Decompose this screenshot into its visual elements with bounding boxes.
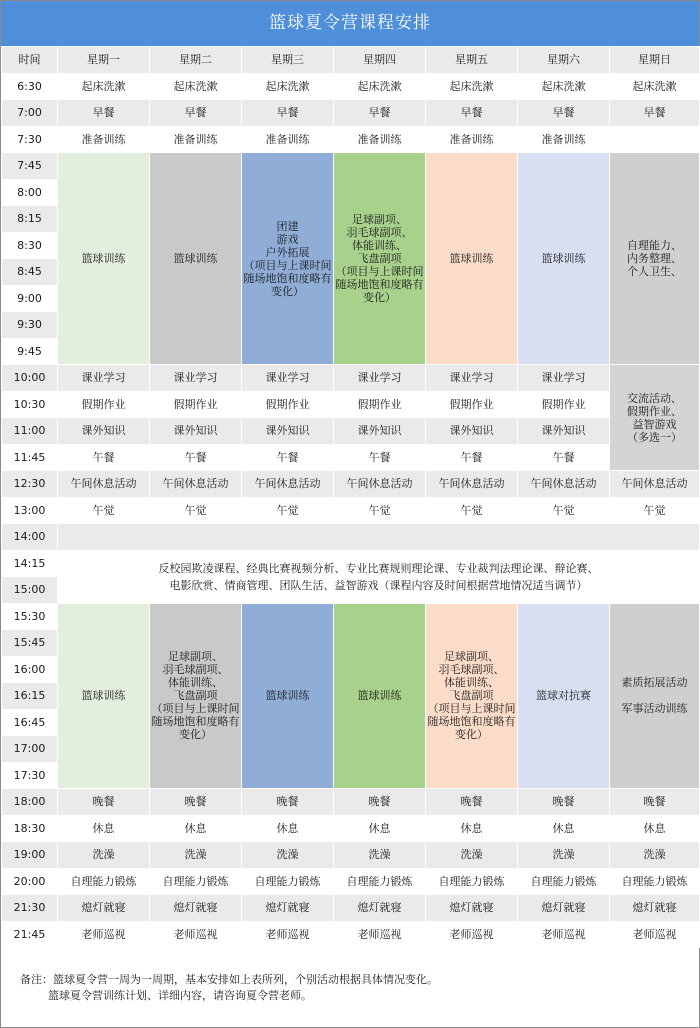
schedule-cell: 自理能力锻炼 [242,868,334,895]
schedule-cell: 假期作业 [150,391,242,418]
time-cell: 17:30 [2,762,58,789]
schedule-row [2,471,700,498]
schedule-cell: 起床洗漱 [334,73,426,100]
schedule-cell: 午间休息活动 [242,471,334,498]
time-cell: 16:45 [2,709,58,736]
schedule-cell: 课业学习 [58,365,150,392]
schedule-cell: 交流活动、 假期作业、 益智游戏 （多选一） [610,365,700,471]
schedule-cell: 准备训练 [334,126,426,153]
schedule-cell: 课业学习 [518,365,610,392]
schedule-cell: 休息 [334,815,426,842]
schedule-cell: 课外知识 [242,418,334,445]
schedule-row [2,444,700,471]
time-cell: 7:00 [2,100,58,127]
schedule-cell: 篮球训练 [58,603,150,789]
time-cell: 7:30 [2,126,58,153]
schedule-row [2,895,700,922]
header-cell: 星期四 [334,47,426,74]
schedule-cell: 午间休息活动 [426,471,518,498]
schedule-cell: 早餐 [150,100,242,127]
schedule-cell: 休息 [426,815,518,842]
footnote-line: 篮球夏令营训练计划、详细内容，请咨询夏令营老师。 [48,989,312,1002]
schedule-cell: 准备训练 [518,126,610,153]
schedule-cell: 早餐 [242,100,334,127]
time-cell: 21:30 [2,895,58,922]
schedule-cell: 足球副项、 羽毛球副项、 体能训练、 飞盘副项 （项目与上课时间随场地饱和度略有变化） [426,603,518,789]
schedule-row [2,153,700,180]
time-cell: 11:45 [2,444,58,471]
schedule-cell: 午觉 [58,497,150,524]
schedule-cell: 早餐 [610,100,700,127]
schedule-cell: 午间休息活动 [334,471,426,498]
schedule-cell: 午餐 [334,444,426,471]
schedule-cell: 晚餐 [518,789,610,816]
schedule-cell: 休息 [242,815,334,842]
header-cell: 星期六 [518,47,610,74]
schedule-row [2,100,700,127]
time-cell: 16:00 [2,656,58,683]
schedule-cell: 假期作业 [242,391,334,418]
schedule-cell: 自理能力锻炼 [58,868,150,895]
schedule-row [2,73,700,100]
schedule-cell: 晚餐 [426,789,518,816]
schedule-row [2,921,700,948]
time-cell: 18:30 [2,815,58,842]
schedule-cell: 洗澡 [242,842,334,869]
schedule-cell: 洗澡 [150,842,242,869]
schedule-cell: 起床洗漱 [242,73,334,100]
schedule-cell: 洗澡 [334,842,426,869]
schedule-cell: 课外知识 [518,418,610,445]
schedule-cell: 自理能力锻炼 [610,868,700,895]
schedule-row [2,497,700,524]
time-cell: 8:30 [2,232,58,259]
schedule-cell: 晚餐 [610,789,700,816]
schedule-cell: 老师巡视 [334,921,426,948]
schedule-row [2,391,700,418]
schedule-row [2,418,700,445]
time-cell: 9:00 [2,285,58,312]
schedule-cell: 午间休息活动 [518,471,610,498]
header-cell: 时间 [2,47,58,74]
schedule-cell: 起床洗漱 [610,73,700,100]
schedule-cell: 午餐 [518,444,610,471]
schedule-cell: 反校园欺凌课程、经典比赛视频分析、专业比赛规则理论课、专业裁判法理论课、辩论赛、 电影欣赏、情商管理、团队生活、益智游戏（课程内容及时间根据营地情况适当调节） [58,550,700,603]
schedule-cell: 起床洗漱 [518,73,610,100]
schedule-cell [58,524,700,551]
time-cell: 9:45 [2,338,58,365]
schedule-cell: 篮球训练 [58,153,150,365]
time-cell: 12:30 [2,471,58,498]
schedule-cell: 素质拓展活动 军事活动训练 [610,603,700,789]
schedule-cell: 自理能力锻炼 [426,868,518,895]
schedule-cell: 午间休息活动 [150,471,242,498]
schedule-row [2,815,700,842]
schedule-row [2,550,700,577]
schedule-cell: 休息 [518,815,610,842]
schedule-cell: 老师巡视 [58,921,150,948]
schedule-row [2,126,700,153]
schedule-cell: 午觉 [426,497,518,524]
schedule-cell: 课业学习 [426,365,518,392]
schedule-row [2,365,700,392]
schedule-cell: 假期作业 [518,391,610,418]
time-cell: 6:30 [2,73,58,100]
schedule-row [2,789,700,816]
schedule-cell: 足球副项、 羽毛球副项、 体能训练、 飞盘副项 （项目与上课时间随场地饱和度略有变化） [334,153,426,365]
header-row [2,47,700,74]
schedule-cell: 休息 [58,815,150,842]
schedule-cell: 晚餐 [334,789,426,816]
time-cell: 7:45 [2,153,58,180]
schedule-cell: 课业学习 [150,365,242,392]
schedule-cell: 起床洗漱 [150,73,242,100]
schedule-cell: 自理能力锻炼 [334,868,426,895]
schedule-cell: 起床洗漱 [58,73,150,100]
schedule-cell: 午觉 [242,497,334,524]
time-cell: 20:00 [2,868,58,895]
schedule-cell: 熄灯就寝 [426,895,518,922]
schedule-cell: 熄灯就寝 [150,895,242,922]
schedule-cell: 篮球训练 [334,603,426,789]
schedule-cell: 课外知识 [334,418,426,445]
time-cell: 10:30 [2,391,58,418]
schedule-table [1,46,700,948]
schedule-cell: 熄灯就寝 [518,895,610,922]
time-cell: 14:00 [2,524,58,551]
schedule-cell: 准备训练 [58,126,150,153]
schedule-cell: 假期作业 [334,391,426,418]
schedule-cell: 课外知识 [150,418,242,445]
time-cell: 11:00 [2,418,58,445]
footnote [20,972,438,1004]
schedule-cell: 自理能力锻炼 [518,868,610,895]
schedule-cell: 老师巡视 [426,921,518,948]
schedule-cell: 早餐 [518,100,610,127]
schedule-cell: 自理能力、 内务整理、 个人卫生、 [610,153,700,365]
schedule-cell: 老师巡视 [242,921,334,948]
time-cell: 8:15 [2,206,58,233]
time-cell: 13:00 [2,497,58,524]
schedule-cell: 晚餐 [150,789,242,816]
time-cell: 15:00 [2,577,58,604]
time-cell: 16:15 [2,683,58,710]
schedule-cell: 老师巡视 [610,921,700,948]
schedule-cell: 午觉 [334,497,426,524]
schedule-cell: 熄灯就寝 [610,895,700,922]
schedule-row [2,868,700,895]
schedule-cell: 课业学习 [334,365,426,392]
schedule-cell: 自理能力锻炼 [150,868,242,895]
schedule-cell: 老师巡视 [518,921,610,948]
schedule-cell: 熄灯就寝 [58,895,150,922]
schedule-cell: 午餐 [242,444,334,471]
schedule-row [2,603,700,630]
schedule-cell: 早餐 [426,100,518,127]
time-cell: 17:00 [2,736,58,763]
schedule-cell [610,126,700,153]
header-cell: 星期五 [426,47,518,74]
schedule-cell: 篮球训练 [518,153,610,365]
schedule-cell: 课业学习 [242,365,334,392]
schedule-cell: 足球副项、 羽毛球副项、 体能训练、 飞盘副项 （项目与上课时间随场地饱和度略有变化） [150,603,242,789]
schedule-cell: 早餐 [334,100,426,127]
page-title: 篮球夏令营课程安排 [1,1,699,46]
schedule-cell: 洗澡 [426,842,518,869]
schedule-cell: 篮球对抗赛 [518,603,610,789]
schedule-cell: 午餐 [58,444,150,471]
schedule-cell: 准备训练 [242,126,334,153]
schedule-cell: 老师巡视 [150,921,242,948]
time-cell: 15:30 [2,603,58,630]
schedule-cell: 休息 [610,815,700,842]
time-cell: 19:00 [2,842,58,869]
schedule-cell: 课外知识 [426,418,518,445]
footnote-line: 备注：篮球夏令营一周为一周期，基本安排如上表所列，个别活动根据具体情况变化。 [20,973,438,986]
schedule-cell: 篮球训练 [150,153,242,365]
schedule-cell: 午间休息活动 [610,471,700,498]
schedule-cell: 熄灯就寝 [242,895,334,922]
schedule-row [2,842,700,869]
time-cell: 10:00 [2,365,58,392]
time-cell: 8:00 [2,179,58,206]
schedule-cell: 午觉 [150,497,242,524]
schedule-cell: 准备训练 [426,126,518,153]
schedule-cell: 假期作业 [58,391,150,418]
schedule-cell: 午餐 [150,444,242,471]
schedule-cell: 假期作业 [426,391,518,418]
time-cell: 18:00 [2,789,58,816]
header-cell: 星期一 [58,47,150,74]
schedule-cell: 篮球训练 [426,153,518,365]
schedule-cell: 篮球训练 [242,603,334,789]
time-cell: 9:30 [2,312,58,339]
schedule-cell: 团建 游戏 户外拓展 （项目与上课时间随场地饱和度略有变化） [242,153,334,365]
header-cell: 星期日 [610,47,700,74]
header-cell: 星期二 [150,47,242,74]
schedule-cell: 休息 [150,815,242,842]
schedule-cell: 熄灯就寝 [334,895,426,922]
schedule-cell: 午觉 [610,497,700,524]
schedule-cell: 起床洗漱 [426,73,518,100]
schedule-cell: 晚餐 [242,789,334,816]
schedule-cell: 晚餐 [58,789,150,816]
header-cell: 星期三 [242,47,334,74]
time-cell: 21:45 [2,921,58,948]
schedule-cell: 午间休息活动 [58,471,150,498]
schedule-cell: 洗澡 [518,842,610,869]
time-cell: 8:45 [2,259,58,286]
time-cell: 14:15 [2,550,58,577]
schedule-cell: 准备训练 [150,126,242,153]
schedule-cell: 午觉 [518,497,610,524]
schedule-cell: 早餐 [58,100,150,127]
schedule-row [2,524,700,551]
schedule-cell: 洗澡 [58,842,150,869]
schedule-cell: 洗澡 [610,842,700,869]
schedule-cell: 午餐 [426,444,518,471]
schedule-cell: 课外知识 [58,418,150,445]
time-cell: 15:45 [2,630,58,657]
